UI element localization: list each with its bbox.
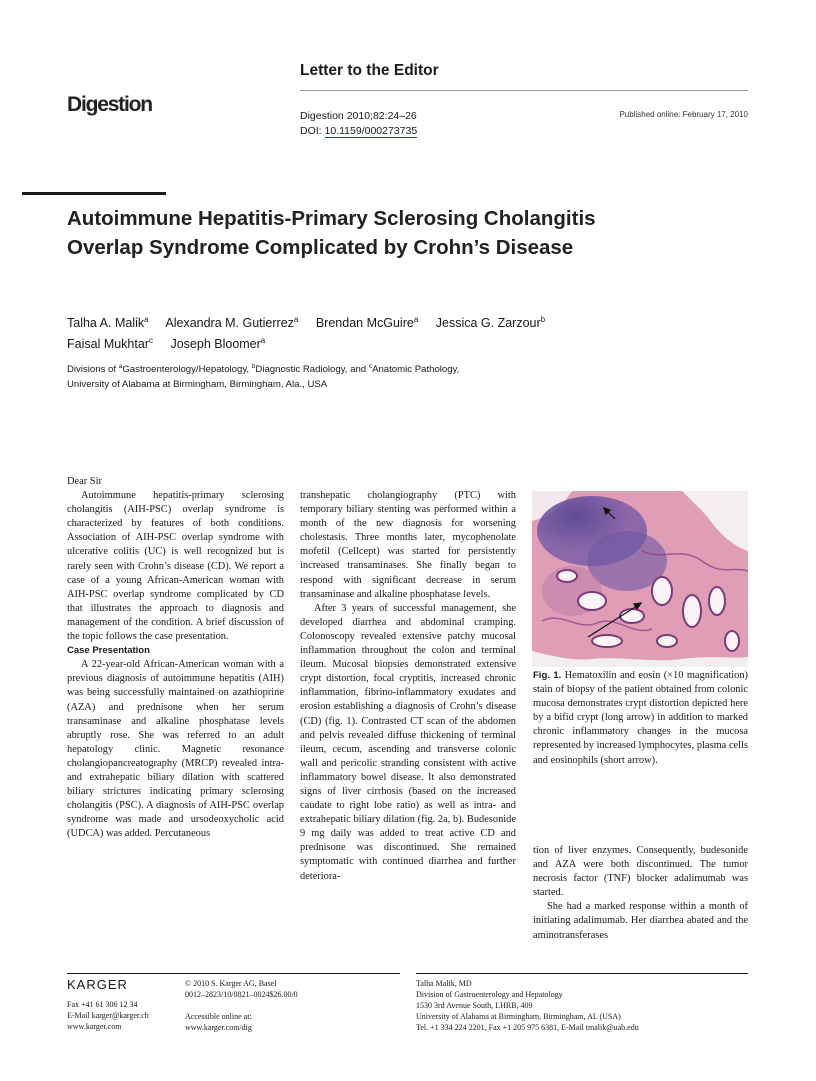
histology-image [532,491,748,667]
doi-line [300,124,417,139]
paragraph: She had a marked response within a month of initiating adalimumab. Her diarrhea abated and the aminotransferases [533,901,748,941]
footer-divider-left [67,973,400,974]
doi-prefix: DOI: [300,125,325,137]
contact-division: Division of Gastroenterology and Hepatology [416,990,563,999]
author: Jessica G. Zarzour$^b$ [435,315,546,330]
body-column-2 [300,489,516,884]
publisher-contact [67,999,149,1032]
figure-label: Fig. 1. [533,670,562,681]
article-title: Autoimmune Hepatitis-Primary Sclerosing Cholangitis Overlap Syndrome Complicated by Crohn’s Disease [67,207,596,259]
histology-figure [532,491,748,667]
citation-block [300,109,417,139]
contact-tel: Tel. +1 334 224 2201, Fax +1 205 975 6381, E-Mail tmalik@uab.edu [416,1023,639,1032]
author-list [67,313,627,355]
published-date: Published online: February 17, 2010 [619,110,748,119]
paragraph: A 22-year-old African-American woman with a previous diagnosis of autoimmune hepatitis (AIH) was being successfully maintained on azathioprine (AZA) and prednisone when her serum transaminase and alkaline phosphatase levels abruptly rose. She was referred to an adult hepatology clinic. Magnetic resonance cholangiopancreatography (MRCP) revealed intra- and extrahepatic biliary dilation with scattered biliary strictures indicating primary sclerosing cholangitis (PSC). A diagnosis of AIH-PSC overlap syndrome was made and ursodeoxycholic acid (UDCA) was added. Percutaneous [67,659,284,840]
contact-name: Talha Malik, MD [416,979,472,988]
paragraph: transhepatic cholangiography (PTC) with temporary biliary stenting was performed within a month of the new diagnosis for worsening cholestasis. Three months later, mycophenolate mofetil (Cellcept) was started for persistently increased transaminases. She finally began to respond with significant decrease in serum transaminase and alkaline phosphatase levels. [300,490,516,600]
contact-city: University of Alabama at Birmingham, Birmingham, AL (USA) [416,1012,621,1021]
journal-logo: Digestion [67,93,152,116]
body-column-3 [533,844,748,943]
affiliations [67,362,667,392]
title-rule [22,192,166,195]
author: Brendan McGuire$^a$ [315,315,419,330]
salutation: Dear Sir [67,476,102,487]
paragraph: Autoimmune hepatitis-primary sclerosing cholangitis (AIH-PSC) overlap syndrome is characterized by features of both conditions. Association of AIH-PSC overlap syndrome with ulcerative colitis (UC) is well recognized but is rarely seen with Crohn’s disease (CD). We report a case of a young African-American woman with AIH-PSC overlap syndrome complicated by CD that illustrates the approach to diagnosis and management of the condition. A brief discussion of the topic follows the case presentation. [67,490,284,643]
contact-street: 1530 3rd Avenue South, LHRB, 409 [416,1001,533,1010]
affiliation-line-2: University of Alabama at Birmingham, Birmingham, Ala., USA [67,379,328,390]
publisher-fax: Fax +41 61 306 12 34 [67,1000,138,1009]
copyright-block [185,978,298,1033]
author: Joseph Bloomer$^a$ [170,336,266,351]
publisher-website: www.karger.com [67,1022,122,1031]
online-url: www.karger.com/dig [185,1023,252,1032]
body-column-1 [67,475,284,841]
author: Talha A. Malik$^a$ [67,315,149,330]
caption-text: Hematoxilin and eosin (×10 magnification) stain of biopsy of the patient obtained from colonic mucosa demonstrates crypt distortion depicted here by a bifid crypt (long arrow) in addition to marked chronic inflammatory changes in the mucosa represented by increased lymphocytes, plasma cells and eosinophils (short arrow). [533,670,748,766]
figure-caption [533,669,748,768]
footer-divider-right [416,973,748,974]
doi-link[interactable]: 10.1159/000273735 [324,125,418,137]
affiliation-line-1: Divisions of $^a$Gastroenterology/Hepatology, $^b$Diagnostic Radiology, and $^c$Anatomic Pathology, [67,363,460,375]
paragraph: tion of liver enzymes. Consequently, budesonide and AZA were both discontinued. The tumor necrosis factor (TNF) blocker adalimumab was started. [533,845,748,899]
copyright: © 2010 S. Karger AG, Basel [185,979,277,988]
section-label: Letter to the Editor [300,62,439,79]
publisher-logo: KARGER [67,977,128,992]
publisher-email: E-Mail karger@karger.ch [67,1011,149,1020]
issn: 0012–2823/10/0821–0024$26.00/0 [185,990,298,999]
section-heading: Case Presentation [67,645,150,657]
online-label: Accessible online at: [185,1012,252,1021]
correspondence-address [416,978,639,1033]
paragraph: After 3 years of successful management, she developed diarrhea and abdominal cramping. Colonoscopy revealed extensive patchy mucosal inflammation throughout the colon and terminal ileum. Mucosal biopsies demonstrated extensive crypt distortion, focal cryptitis, increased chronic inflammation, fibrino-inflammatory exudates and erosion establishing a diagnosis of Crohn’s disease (CD) (fig. 1). Contrasted CT scan of the abdomen and pelvis revealed diffuse thickening of terminal ileum, cecum, ascending and transverse colonic wall and pericolic stranding consistent with active inflammatory bowel disease. It also demonstrated signs of liver cirrhosis (based on the increased caudate to right lobe ratio) as well as intra- and extrahepatic biliary dilation (fig. 2a, b). Budesonide 9 mg daily was added to treat active CD and prednisone was discontinued. She remained symptomatic with continued diarrhea and further deteriora- [300,602,516,882]
author: Alexandra M. Gutierrez$^a$ [165,315,299,330]
citation: Digestion 2010;82:24–26 [300,110,417,122]
header-divider [300,90,748,91]
author: Faisal Mukhtar$^c$ [67,336,153,351]
